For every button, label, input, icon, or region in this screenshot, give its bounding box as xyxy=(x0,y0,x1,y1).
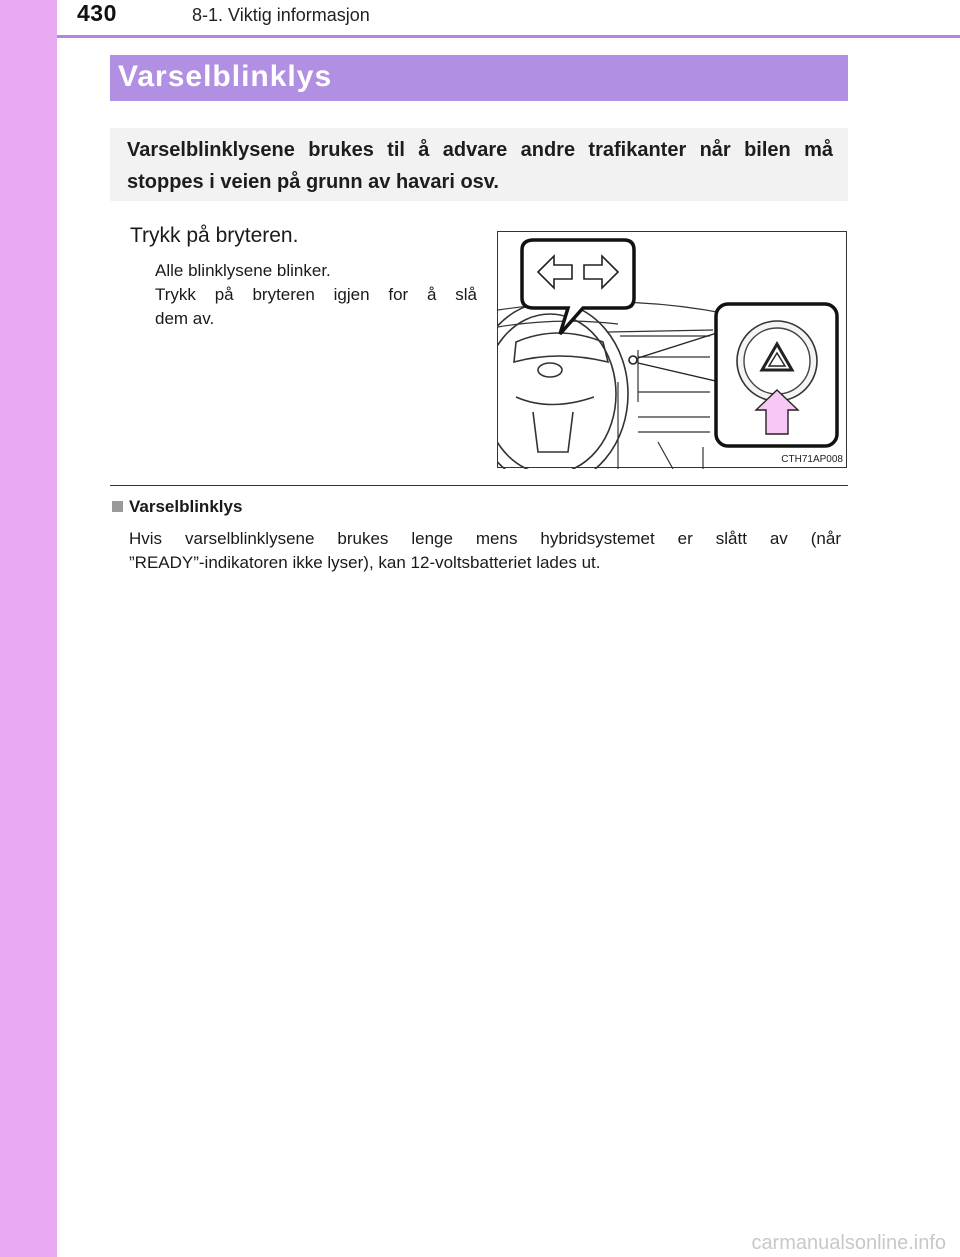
section-divider xyxy=(110,485,848,486)
page-number: 430 xyxy=(77,0,117,26)
hazard-switch-illustration xyxy=(497,231,847,468)
intro-box xyxy=(110,128,848,201)
switch-location-dot xyxy=(629,356,637,364)
watermark: carmanualsonline.info xyxy=(751,1232,946,1254)
chapter-title: 8-1. Viktig informasjon xyxy=(192,5,370,25)
note-heading-text: Varselblinklys xyxy=(129,497,243,516)
note-body-line-2: ”READY”-indikatoren ikke lyser), kan 12-voltsbatteriet lades ut. xyxy=(129,553,601,572)
intro-text: Varselblinklysene brukes til å advare andre trafikanter når bilen må stoppes i veien på grunn av havari osv. xyxy=(127,139,833,193)
header-rule xyxy=(57,35,960,38)
dashboard-lines xyxy=(498,302,728,469)
turn-signal-callout xyxy=(522,240,634,334)
step-instruction: Trykk på bryteren. xyxy=(130,224,299,247)
figure-code: CTH71AP008 xyxy=(781,454,843,465)
step-detail-line-3: dem av. xyxy=(155,309,215,328)
note-heading xyxy=(112,497,242,517)
square-bullet-icon xyxy=(112,501,123,512)
step-detail-line-2: Trykk på bryteren igjen for å slå xyxy=(155,285,477,304)
hazard-switch-inset xyxy=(716,304,837,446)
dashboard-drawing xyxy=(498,232,848,469)
section-title-bar xyxy=(110,55,848,101)
step-detail-line-1: Alle blinklysene blinker. xyxy=(155,261,331,280)
step-detail xyxy=(155,259,477,331)
side-color-strip xyxy=(0,0,57,1257)
note-body-line-1: Hvis varselblinklysene brukes lenge mens hybridsystemet er slått av (når xyxy=(129,529,841,548)
note-body xyxy=(129,527,841,575)
section-title: Varselblinklys xyxy=(118,60,333,93)
